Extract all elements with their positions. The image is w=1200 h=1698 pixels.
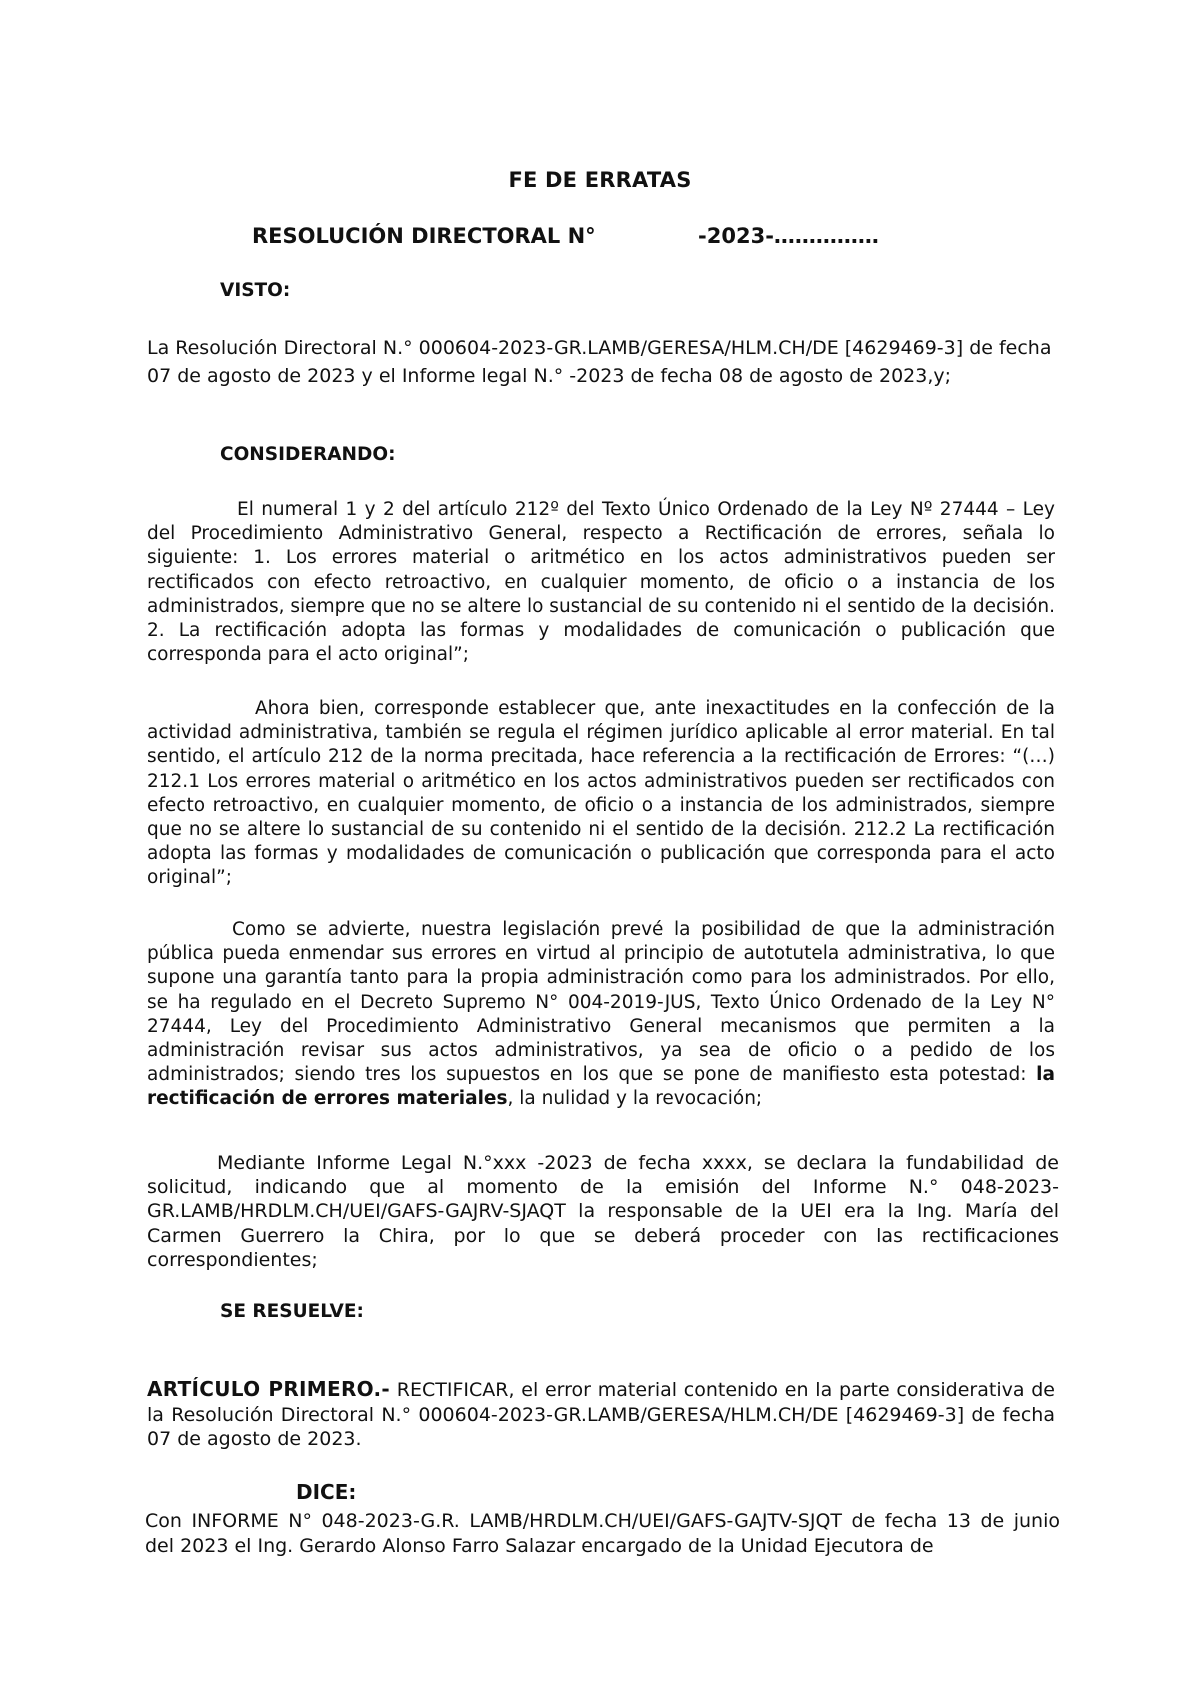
considerando-paragraph-3 (147, 918, 1055, 1112)
considerando-heading: CONSIDERANDO: (220, 444, 396, 465)
considerando-paragraph-1: El numeral 1 y 2 del artículo 212º del Texto Único Ordenado de la Ley Nº 27444 – Ley del Procedimiento Administrativo General, respecto a Rectificación de errores, señala lo siguiente: 1. Los errores material o aritmético en los actos administrativos pueden ser rectificados con efecto retroactivo, en cualquier momento, de oficio o a instancia de los administrados, siempre que no se altere lo sustancial de su contenido ni el sentido de la decisión. 2. La rectificación adopta las formas y modalidades de comunicación o publicación que corresponda para el acto original”; (147, 499, 1055, 666)
articulo-primero-text: RECTIFICAR, el error material contenido en la parte considerativa de la Resolución Directoral N.° 000604-2023-GR.LAMB/GERESA/HLM.CH/DE [4629469-3] de fecha 07 de agosto de 2023. (147, 1379, 1056, 1450)
dice-paragraph: Con INFORME N° 048-2023-G.R. LAMB/HRDLM.CH/UEI/GAFS-GAJTV-SJQT de fecha 13 de junio del 2023 el Ing. Gerardo Alonso Farro Salazar encargado de la Unidad Ejecutora de (145, 1510, 1060, 1557)
considerando-p3-text-start: Como se advierte, nuestra legislación prevé la posibilidad de que la administración pública pueda enmendar sus errores en virtud al principio de autotutela administrativa, lo que supone una garantía tanto para la propia administración como para los administrados. Por ello, se ha regulado en el Decreto Supremo N° 004-2019-JUS, Texto Único Ordenado de la Ley N° 27444, Ley del Procedimiento Administrativo General mecanismos que permiten a la administración revisar sus actos administrativos, ya sea de oficio o a pedido de los administrados; siendo tres los supuestos en los que se pone de manifiesto esta potestad: (147, 919, 1055, 1086)
considerando-paragraph-4: Mediante Informe Legal N.°xxx -2023 de fecha xxxx, se declara la fundabilidad de solicitud, indicando que al momento de la emisión del Informe N.° 048-2023-GR.LAMB/HRDLM.CH/UEI/GAFS-GAJRV-SJAQT la responsable de la UEI era la Ing. María del Carmen Guerrero la Chira, por lo que se deberá proceder con las rectificaciones correspondientes; (147, 1152, 1059, 1271)
visto-heading: VISTO: (220, 280, 291, 301)
considerando-paragraph-2: Ahora bien, corresponde establecer que, ante inexactitudes en la confección de la actividad administrativa, también se regula el régimen jurídico aplicable al error material. En tal sentido, el artículo 212 de la norma precitada, hace referencia a la rectificación de Errores: “(…) 212.1 Los errores material o aritmético en los actos administrativos pueden ser rectificados con efecto retroactivo, en cualquier momento, de oficio o a instancia de los administrados, siempre que no se altere lo sustancial de su contenido ni el sentido de la decisión. 212.2 La rectificación adopta las formas y modalidades de comunicación o publicación que corresponda para el acto original”; (147, 698, 1055, 889)
dice-heading: DICE: (296, 1480, 357, 1504)
articulo-primero-label: ARTÍCULO PRIMERO.- (147, 1377, 391, 1401)
resolution-heading: RESOLUCIÓN DIRECTORAL N° -2023-…………… (252, 224, 879, 248)
se-resuelve-heading: SE RESUELVE: (220, 1301, 364, 1322)
articulo-primero-paragraph (147, 1377, 1055, 1452)
considerando-p3-text-end: , la nulidad y la revocación; (507, 1088, 763, 1110)
considerando-p3-bold-text: la rectificación de errores materiales (147, 1064, 1055, 1110)
document-title: FE DE ERRATAS (508, 168, 692, 192)
visto-paragraph: La Resolución Directoral N.° 000604-2023-GR.LAMB/GERESA/HLM.CH/DE [4629469-3] de fecha 07 de agosto de 2023 y el Informe legal N.° -2023 de fecha 08 de agosto de 2023,y; (147, 337, 1052, 387)
